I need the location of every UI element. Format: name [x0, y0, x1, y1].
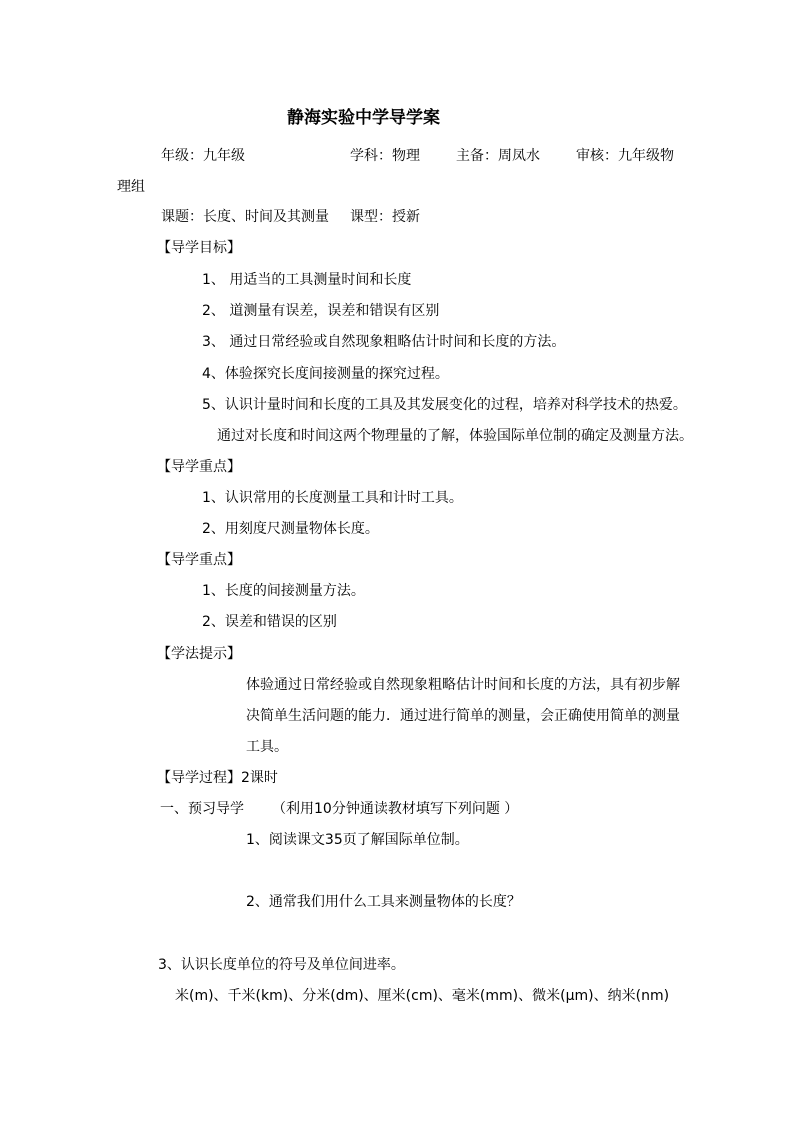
topic-field: 课题：长度、时间及其测量 [161, 209, 329, 225]
method-heading: 【学法提示】 [157, 646, 241, 662]
subject-field: 学科：物理 [350, 148, 420, 164]
key-point-item: 1、认识常用的长度测量工具和计时工具。 [202, 490, 463, 506]
key-points-heading-2: 【导学重点】 [157, 552, 241, 568]
method-text: 体验通过日常经验或自然现象粗略估计时间和长度的方法，具有初步解 [246, 677, 680, 693]
goal-item: 1、 用适当的工具测量时间和长度 [202, 272, 412, 288]
grade-field: 年级：九年级 [161, 148, 245, 164]
process-hours: 2课时 [241, 770, 278, 786]
goal-item: 4、体验探究长度间接测量的探究过程。 [202, 366, 449, 382]
key-point-item: 2、用刻度尺测量物体长度。 [202, 521, 379, 537]
goals-heading: 【导学目标】 [157, 240, 241, 256]
goal-item: 2、 道测量有误差，误差和错误有区别 [202, 303, 440, 319]
section-preview-title: 一、预习导学 [160, 801, 244, 817]
goal-item: 3、 通过日常经验或自然现象粗略估计时间和长度的方法。 [202, 334, 566, 350]
process-heading [157, 768, 278, 788]
question-3: 3、认识长度单位的符号及单位间进率。 [158, 957, 405, 973]
key-points-heading: 【导学重点】 [157, 459, 241, 475]
question-1: 1、阅读课文35页了解国际单位制。 [246, 832, 469, 848]
preparer-field: 主备：周凤水 [456, 148, 540, 164]
method-text: 决简单生活问题的能力．通过进行简单的测量，会正确使用简单的测量 [246, 708, 680, 724]
units-list: 米(m)、千米(km)、分米(dm)、厘米(cm)、毫米(mm)、微米(μm)、纳米(nm) [175, 988, 670, 1004]
question-2: 2、通常我们用什么工具来测量物体的长度？ [246, 894, 521, 910]
key-point-item: 1、长度的间接测量方法。 [202, 583, 365, 599]
method-text: 工具。 [246, 739, 288, 755]
reviewer-field-cont: 理组 [117, 179, 145, 195]
goal-item: 通过对长度和时间这两个物理量的了解，体验国际单位制的确定及测量方法。 [217, 428, 693, 444]
lesson-type-field: 课型：授新 [350, 209, 420, 225]
reviewer-field: 审核：九年级物 [576, 148, 674, 164]
key-point-item: 2、误差和错误的区别 [202, 614, 337, 630]
process-heading-label: 【导学过程】 [157, 770, 241, 786]
goal-item: 5、认识计量时间和长度的工具及其发展变化的过程，培养对科学技术的热爱。 [202, 397, 687, 413]
section-preview-note: （利用10分钟通读教材填写下列问题 ） [272, 801, 519, 817]
page-title: 静海实验中学导学案 [287, 108, 440, 128]
